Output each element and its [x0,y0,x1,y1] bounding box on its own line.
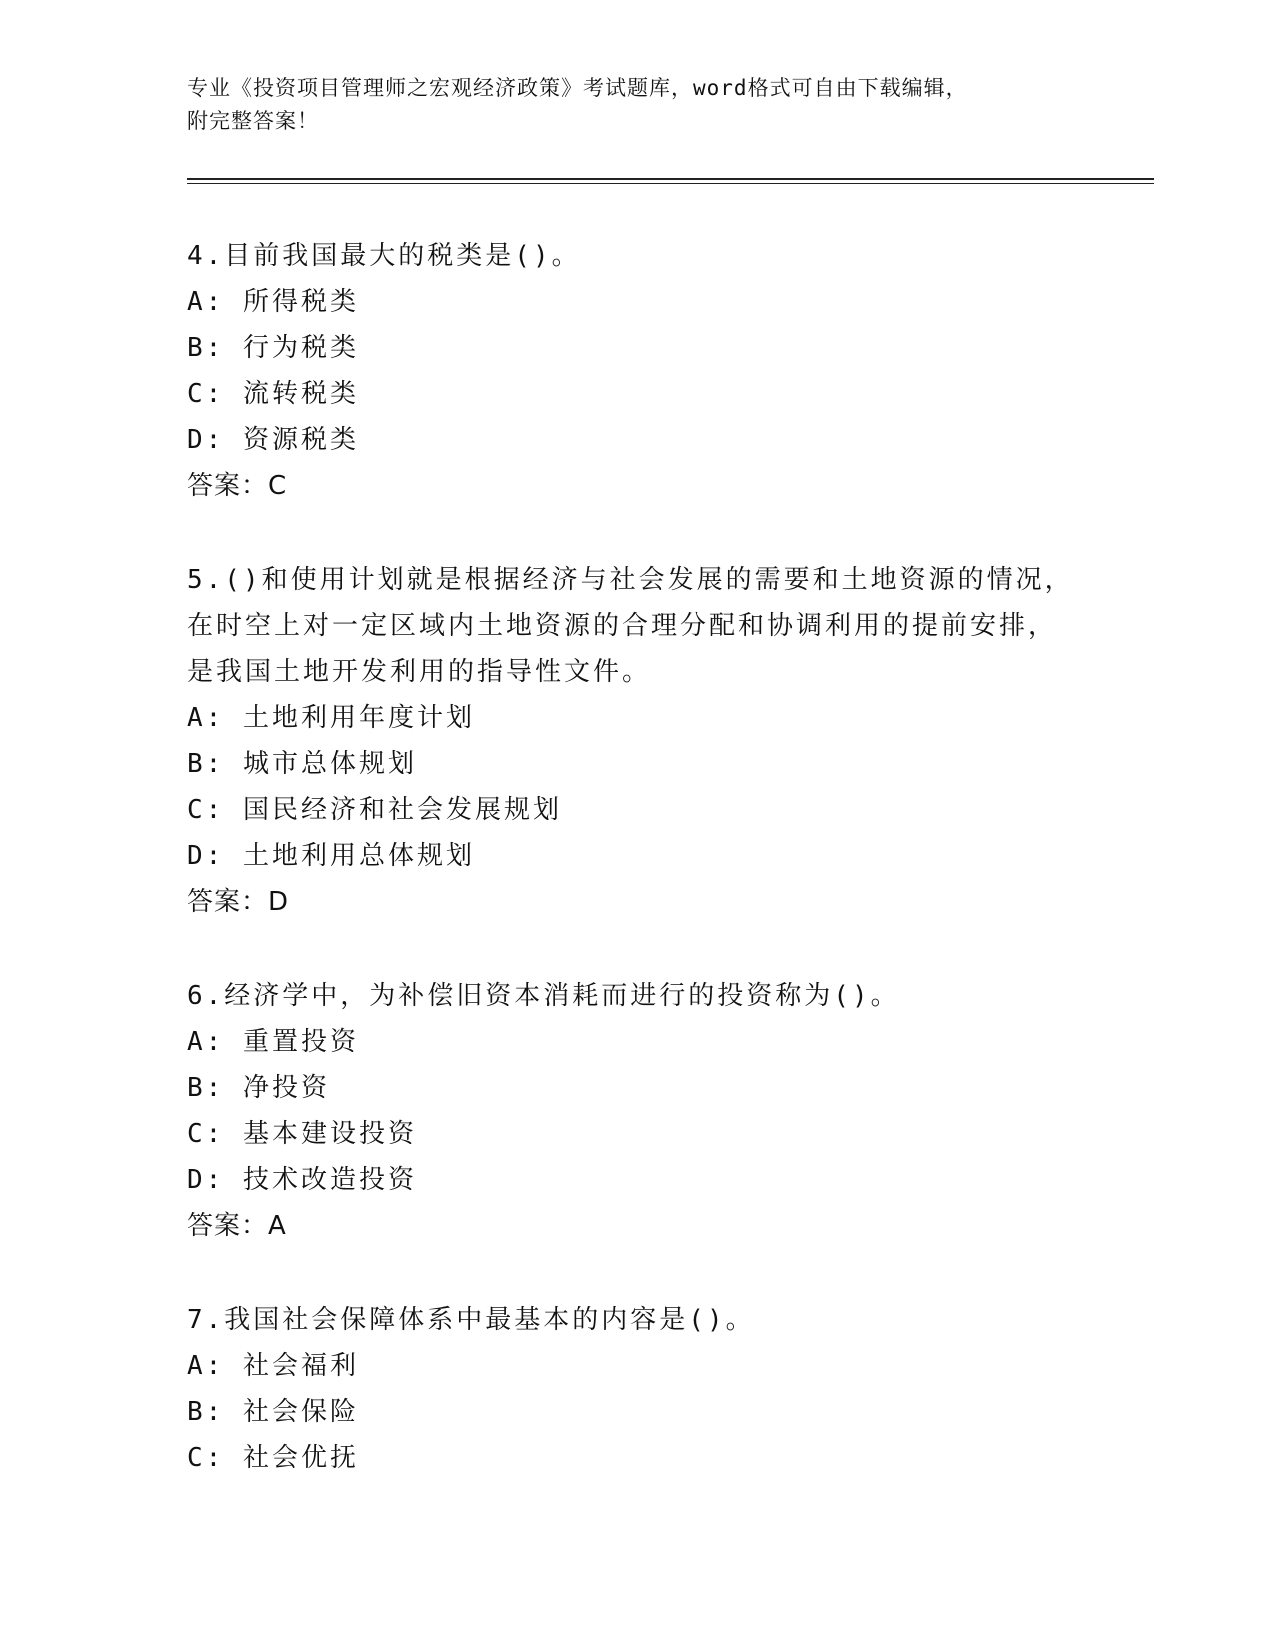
question-5 [187,557,1087,925]
option-a: A: 所得税类 [187,287,359,317]
option-b: B: 行为税类 [187,333,359,363]
option-d: D: 资源税类 [187,425,359,455]
option-a: A: 重置投资 [187,1027,359,1057]
option-b: B: 社会保险 [187,1397,359,1427]
answer-label: 答案：A [187,1211,287,1241]
question-stem: 4.目前我国最大的税类是()。 [187,241,581,271]
question-stem-line-2: 在时空上对一定区域内土地资源的合理分配和协调利用的提前安排， [187,611,1058,641]
question-7 [187,1297,1087,1481]
option-c: C: 社会优抚 [187,1443,359,1473]
option-a: A: 社会福利 [187,1351,359,1381]
question-list [187,233,1087,1481]
option-b: B: 城市总体规划 [187,749,417,779]
option-d: D: 土地利用总体规划 [187,841,475,871]
question-stem: 7.我国社会保障体系中最基本的内容是()。 [187,1305,755,1335]
answer-label: 答案：C [187,471,288,501]
option-a: A: 土地利用年度计划 [187,703,475,733]
document-header [187,72,1087,138]
question-stem-line-1: 5.()和使用计划就是根据经济与社会发展的需要和土地资源的情况， [187,565,1074,595]
question-4 [187,233,1087,509]
option-c: C: 流转税类 [187,379,359,409]
question-stem: 6.经济学中，为补偿旧资本消耗而进行的投资称为()。 [187,981,900,1011]
header-divider-thin [187,183,1154,184]
header-line-1: 专业《投资项目管理师之宏观经济政策》考试题库，word格式可自由下载编辑， [187,76,968,100]
question-stem-line-3: 是我国土地开发利用的指导性文件。 [187,657,652,687]
option-d: D: 技术改造投资 [187,1165,417,1195]
option-b: B: 净投资 [187,1073,330,1103]
option-c: C: 国民经济和社会发展规划 [187,795,562,825]
header-line-2: 附完整答案！ [187,109,319,133]
question-6 [187,973,1087,1249]
header-divider-thick [187,178,1154,180]
option-c: C: 基本建设投资 [187,1119,417,1149]
answer-label: 答案：D [187,887,290,917]
